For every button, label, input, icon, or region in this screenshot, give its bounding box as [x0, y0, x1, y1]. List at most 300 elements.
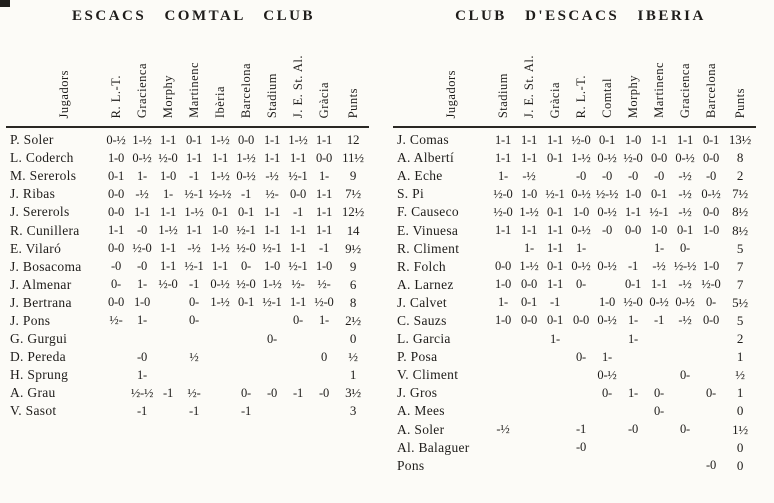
result-cell: -0 [653, 168, 664, 183]
result-cell [698, 366, 724, 384]
result-cell: -0 [627, 422, 638, 437]
result-cell: ½-0 [623, 150, 643, 165]
result-cell [181, 330, 207, 348]
result-cell [672, 457, 698, 475]
player-row [6, 185, 369, 203]
player-row [393, 185, 756, 203]
result-cell: -½ [652, 259, 666, 274]
punts-cell: 0 [736, 439, 744, 455]
result-cell: -1 [318, 241, 329, 256]
result-cell [259, 366, 285, 384]
result-cell [620, 366, 646, 384]
result-cell [620, 457, 646, 475]
result-cell: ½-0 [158, 277, 178, 292]
result-cell: 1-1 [159, 132, 177, 147]
result-cell [620, 240, 646, 258]
player-name: H. Sprung [10, 367, 69, 383]
result-cell: 1- [653, 241, 664, 256]
player-row [393, 167, 756, 185]
result-cell: 0- [240, 385, 251, 400]
player-name: E. Vinuesa [397, 222, 459, 238]
result-cell: -1 [162, 385, 173, 400]
result-cell: 1-0 [211, 223, 229, 238]
result-cell [516, 384, 542, 402]
result-cell: 0-½ [132, 150, 152, 165]
player-row [393, 348, 756, 366]
result-cell: -½ [678, 186, 692, 201]
result-cell [259, 348, 285, 366]
result-cell: -1 [292, 204, 303, 219]
result-cell: 1-0 [598, 295, 616, 310]
result-cell [542, 348, 568, 366]
result-cell: 0-0 [702, 150, 720, 165]
result-cell [542, 402, 568, 420]
result-cell: -0 [705, 458, 716, 473]
result-cell: ½-1 [288, 168, 308, 183]
player-name: F. Causeco [397, 204, 459, 220]
result-cell: ½-0 [132, 241, 152, 256]
iberia-club-title: CLUB D'ESCACS IBERIA [455, 8, 706, 24]
club-column-header [129, 27, 155, 127]
result-cell: -½ [522, 168, 536, 183]
result-cell: 1- [549, 331, 560, 346]
result-cell [490, 402, 516, 420]
result-cell: 0-½ [106, 132, 126, 147]
result-cell: -½ [678, 277, 692, 292]
punts-cell: 5 [736, 312, 744, 328]
player-row [393, 330, 756, 348]
club-column-header-label: Martinenc [186, 62, 201, 118]
result-cell [594, 276, 620, 294]
result-cell: 1-1 [185, 150, 203, 165]
result-cell: 0-1 [237, 295, 255, 310]
result-cell: 0- [188, 313, 199, 328]
result-cell: -0 [601, 168, 612, 183]
result-cell: 1-1 [520, 150, 538, 165]
result-cell [490, 330, 516, 348]
result-cell: 1-1 [520, 132, 538, 147]
result-cell: 1-1 [315, 204, 333, 219]
result-cell: ½-½ [130, 385, 154, 400]
result-cell [568, 294, 594, 312]
result-cell: 1- [497, 295, 508, 310]
result-cell [672, 330, 698, 348]
punts-cell: 9 [349, 168, 357, 184]
club-column-header [490, 27, 516, 127]
result-cell [698, 240, 724, 258]
club-column-header-label: Gràcia [547, 81, 562, 118]
result-cell: -0 [575, 440, 586, 455]
result-cell [233, 330, 259, 348]
club-column-header [207, 27, 233, 127]
result-cell: 1- [601, 349, 612, 364]
result-cell: -½ [678, 204, 692, 219]
result-cell: 0-1 [650, 186, 668, 201]
result-cell: 0-½ [571, 186, 591, 201]
result-cell [490, 240, 516, 258]
result-cell: 1- [497, 168, 508, 183]
result-cell: 0- [575, 349, 586, 364]
result-cell: 0- [601, 385, 612, 400]
player-row [6, 330, 369, 348]
club-column-header [568, 27, 594, 127]
punts-cell: 12½ [341, 204, 365, 220]
club-column-header-label: J. E. St. Al. [290, 54, 305, 118]
punts-cell: 8 [349, 294, 357, 310]
result-cell: ½-1 [262, 241, 282, 256]
result-cell [155, 366, 181, 384]
player-row [393, 221, 756, 239]
result-cell: 1-1 [211, 259, 229, 274]
comtal-crosstable [6, 27, 369, 421]
result-cell: -0 [705, 168, 716, 183]
result-cell: 0-0 [702, 313, 720, 328]
result-cell: 0-0 [315, 150, 333, 165]
result-cell: 0-1 [237, 204, 255, 219]
club-column-header [259, 27, 285, 127]
player-row [6, 384, 369, 402]
player-row [393, 384, 756, 402]
result-cell: -1 [292, 385, 303, 400]
result-cell: 1-1 [494, 150, 512, 165]
result-cell [594, 439, 620, 457]
club-column-header-label: Martinenc [651, 62, 666, 118]
player-name: A. Albertí [397, 150, 454, 166]
result-cell: 1-1 [289, 295, 307, 310]
club-column-header [233, 27, 259, 127]
result-cell: 0- [705, 295, 716, 310]
result-cell: ½- [317, 277, 331, 292]
result-cell: -½ [678, 313, 692, 328]
punts-cell: 0 [736, 457, 744, 473]
player-name: J. Ribas [10, 186, 56, 202]
result-cell [155, 402, 181, 420]
result-cell: 0- [110, 277, 121, 292]
result-cell [516, 402, 542, 420]
player-name: J. Almenar [10, 276, 72, 292]
result-cell: 0-½ [649, 295, 669, 310]
iberia-crosstable [393, 27, 756, 475]
club-column-header-label: Ibèria [212, 85, 227, 118]
player-name: D. Pereda [10, 349, 66, 365]
result-cell: 0-0 [107, 204, 125, 219]
player-row [393, 421, 756, 439]
punts-cell: 7½ [345, 186, 361, 202]
result-cell [259, 402, 285, 420]
club-column-header-label: J. E. St. Al. [521, 54, 536, 118]
result-cell [516, 330, 542, 348]
player-name: S. Pi [397, 186, 425, 202]
result-cell: 1-1 [185, 223, 203, 238]
player-row [6, 402, 369, 420]
result-cell: 0-1 [211, 204, 229, 219]
player-row [393, 276, 756, 294]
result-cell [207, 348, 233, 366]
result-cell: ½-1 [236, 223, 256, 238]
result-cell: -0 [318, 385, 329, 400]
punts-cell: 1 [349, 367, 357, 383]
player-name: E. Vilaró [10, 240, 62, 256]
player-name: J. Calvet [397, 294, 447, 310]
result-cell: 0-½ [597, 150, 617, 165]
result-cell [516, 348, 542, 366]
result-cell [542, 384, 568, 402]
result-cell: 1-0 [702, 259, 720, 274]
result-cell: -1 [575, 422, 586, 437]
result-cell [285, 366, 311, 384]
result-cell: 1-½ [210, 132, 230, 147]
scan-artifact [0, 0, 10, 7]
result-cell: ½-0 [493, 204, 513, 219]
result-cell: 1-½ [210, 295, 230, 310]
player-name: G. Gurgui [10, 331, 68, 347]
result-cell [542, 421, 568, 439]
result-cell: 1-½ [236, 150, 256, 165]
club-column-header [542, 27, 568, 127]
result-cell [490, 384, 516, 402]
result-cell: 0-0 [107, 241, 125, 256]
result-cell [490, 366, 516, 384]
result-cell [155, 330, 181, 348]
punts-cell: 12 [346, 132, 360, 148]
result-cell [233, 312, 259, 330]
result-cell: ½-1 [184, 186, 204, 201]
punts-cell: ½ [735, 367, 745, 383]
result-cell: 0-1 [546, 150, 564, 165]
result-cell: 1-0 [624, 186, 642, 201]
result-cell: -½ [135, 186, 149, 201]
player-row [393, 366, 756, 384]
club-column-header-label: Gràcia [316, 81, 331, 118]
result-cell: 1- [627, 313, 638, 328]
result-cell [516, 457, 542, 475]
result-cell: 1-1 [315, 132, 333, 147]
club-column-header [516, 27, 542, 127]
player-name: L. Coderch [10, 150, 74, 166]
result-cell: 1-1 [624, 204, 642, 219]
punts-cell: 1 [736, 385, 744, 401]
player-name: V. Sasot [10, 403, 57, 419]
result-cell: 1-1 [520, 223, 538, 238]
result-cell [233, 366, 259, 384]
result-cell [103, 330, 129, 348]
result-cell [698, 402, 724, 420]
punts-cell: 8 [736, 150, 744, 166]
result-cell [490, 348, 516, 366]
result-cell: 1-1 [650, 277, 668, 292]
result-cell: 0- [266, 331, 277, 346]
punts-cell: 9½ [345, 240, 361, 256]
result-cell: 0-1 [546, 313, 564, 328]
result-cell [568, 402, 594, 420]
result-cell: 1-0 [572, 204, 590, 219]
result-cell [542, 439, 568, 457]
result-cell: 0-1 [185, 132, 203, 147]
result-cell: ½ [189, 349, 199, 364]
result-cell: ½-½ [673, 259, 697, 274]
result-cell [594, 402, 620, 420]
punts-cell: 11½ [342, 150, 364, 166]
result-cell [672, 348, 698, 366]
result-cell [181, 366, 207, 384]
result-cell: -½ [678, 168, 692, 183]
result-cell: 1-1 [263, 204, 281, 219]
result-cell: 0-½ [571, 223, 591, 238]
player-row [6, 127, 369, 149]
result-cell: ½- [109, 313, 123, 328]
result-cell: 1-1 [263, 132, 281, 147]
result-cell: 1-1 [546, 223, 564, 238]
result-cell: ½-1 [288, 259, 308, 274]
club-column-header-label: Morphy [160, 74, 175, 118]
result-cell: 1-½ [132, 132, 152, 147]
result-cell: 1- [136, 168, 147, 183]
result-cell [646, 366, 672, 384]
player-row [6, 240, 369, 258]
player-name: A. Soler [397, 421, 445, 437]
result-cell: ½-1 [262, 295, 282, 310]
result-cell: 0-½ [210, 277, 230, 292]
result-cell: 0-½ [236, 168, 256, 183]
result-cell: 1-½ [262, 277, 282, 292]
header-row [6, 27, 369, 127]
club-column-header [103, 27, 129, 127]
result-cell [490, 439, 516, 457]
player-name: A. Larnez [397, 276, 454, 292]
player-row [393, 240, 756, 258]
result-cell: 1- [523, 241, 534, 256]
player-name: J. Sererols [10, 204, 70, 220]
punts-cell: 1 [736, 349, 744, 365]
result-cell: 0- [188, 295, 199, 310]
result-cell [129, 330, 155, 348]
player-row [6, 221, 369, 239]
result-cell [594, 457, 620, 475]
result-cell: 0-1 [624, 277, 642, 292]
result-cell: ½-0 [236, 241, 256, 256]
header-row [393, 27, 756, 127]
player-name: A. Eche [397, 168, 443, 184]
result-cell: 1-1 [546, 241, 564, 256]
club-column-header-label: Barcelona [703, 62, 718, 118]
result-cell: -1 [627, 259, 638, 274]
result-cell [698, 421, 724, 439]
result-cell [207, 330, 233, 348]
result-cell [103, 348, 129, 366]
result-cell: -1 [188, 403, 199, 418]
result-cell: -½ [265, 168, 279, 183]
result-cell [672, 384, 698, 402]
result-cell: 0-0 [107, 186, 125, 201]
result-cell [259, 312, 285, 330]
result-cell: 1- [318, 313, 329, 328]
punts-header [724, 27, 756, 127]
result-cell: 0- [653, 403, 664, 418]
player-row [6, 258, 369, 276]
result-cell: ½-1 [545, 186, 565, 201]
punts-cell: 7 [736, 276, 744, 292]
result-cell: 1-1 [159, 204, 177, 219]
player-name: C. Sauzs [397, 312, 447, 328]
result-cell: 1-½ [288, 132, 308, 147]
punts-cell: 1½ [732, 421, 748, 437]
result-cell [207, 384, 233, 402]
result-cell [594, 240, 620, 258]
result-cell: -½ [496, 422, 510, 437]
player-row [393, 312, 756, 330]
result-cell: 1-1 [315, 223, 333, 238]
result-cell: 0-½ [701, 186, 721, 201]
result-cell: 1-1 [133, 204, 151, 219]
result-cell: 1-0 [494, 313, 512, 328]
player-name: R. Folch [397, 258, 446, 274]
result-cell: 0-0 [650, 150, 668, 165]
result-cell: 0-0 [520, 277, 538, 292]
result-cell [672, 402, 698, 420]
player-name: Pons [397, 457, 425, 473]
result-cell [646, 330, 672, 348]
result-cell [516, 366, 542, 384]
result-cell: 1-0 [263, 259, 281, 274]
result-cell: 0-½ [597, 313, 617, 328]
result-cell [594, 330, 620, 348]
result-cell: ½-0 [701, 277, 721, 292]
result-cell: ½- [265, 186, 279, 201]
result-cell: 1-0 [315, 259, 333, 274]
result-cell [698, 330, 724, 348]
result-cell [311, 330, 337, 348]
punts-cell: 13½ [728, 132, 752, 148]
jugadors-header [393, 27, 490, 127]
result-cell: 0- [705, 385, 716, 400]
result-cell: 0-1 [546, 259, 564, 274]
result-cell [646, 348, 672, 366]
result-cell: 1-½ [210, 241, 230, 256]
iberia-club-section [387, 0, 774, 503]
result-cell: -1 [188, 168, 199, 183]
club-column-header [620, 27, 646, 127]
result-cell [311, 366, 337, 384]
result-cell: 1-1 [546, 132, 564, 147]
result-cell [568, 384, 594, 402]
result-cell: 1- [575, 241, 586, 256]
player-name: M. Sererols [10, 168, 77, 184]
result-cell: 1-½ [158, 223, 178, 238]
result-cell: 0- [679, 241, 690, 256]
result-cell [620, 402, 646, 420]
result-cell: 1- [627, 385, 638, 400]
result-cell: -1 [653, 313, 664, 328]
result-cell [568, 366, 594, 384]
result-cell: 1-1 [107, 223, 125, 238]
result-cell [542, 366, 568, 384]
result-cell: 1- [162, 186, 173, 201]
result-cell: 1- [627, 331, 638, 346]
result-cell: -1 [188, 277, 199, 292]
player-row [6, 348, 369, 366]
result-cell: 1-1 [494, 223, 512, 238]
result-cell: -0 [266, 385, 277, 400]
result-cell [207, 366, 233, 384]
result-cell: 1-1 [289, 223, 307, 238]
result-cell: 1-1 [263, 223, 281, 238]
player-row [6, 203, 369, 221]
result-cell: 1-1 [263, 150, 281, 165]
punts-header [337, 27, 369, 127]
player-name: Al. Balaguer [397, 439, 470, 455]
result-cell: -0 [575, 168, 586, 183]
result-cell [646, 439, 672, 457]
